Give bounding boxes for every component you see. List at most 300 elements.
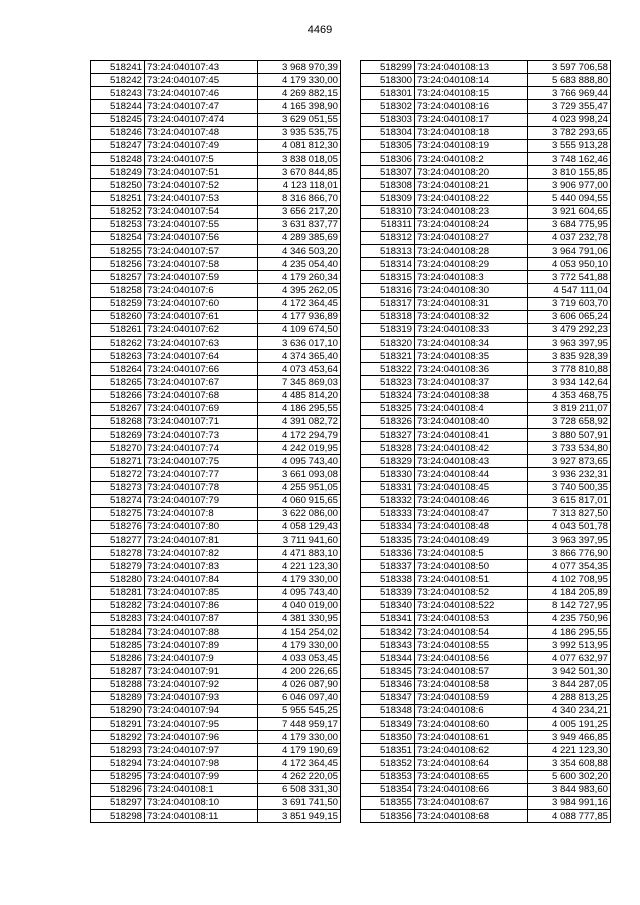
cadastral-value-cell: 4 026 087,90 bbox=[258, 678, 341, 691]
record-number-cell: 518269 bbox=[91, 428, 145, 441]
record-number-cell: 518306 bbox=[361, 152, 415, 165]
table-row bbox=[91, 336, 341, 349]
table-row bbox=[361, 534, 611, 547]
cadastral-value-cell: 5 683 888,80 bbox=[528, 74, 611, 87]
cadastral-value-cell: 3 936 232,31 bbox=[528, 468, 611, 481]
cadastral-value-cell: 3 661 093,08 bbox=[258, 468, 341, 481]
table-row bbox=[361, 113, 611, 126]
record-number-cell: 518302 bbox=[361, 100, 415, 113]
cadastral-number-cell: 73:24:040108:55 bbox=[415, 639, 528, 652]
record-number-cell: 518346 bbox=[361, 678, 415, 691]
cadastral-value-cell: 3 479 292,23 bbox=[528, 323, 611, 336]
table-row bbox=[361, 244, 611, 257]
table-row bbox=[91, 415, 341, 428]
record-number-cell: 518285 bbox=[91, 639, 145, 652]
record-number-cell: 518310 bbox=[361, 205, 415, 218]
cadastral-number-cell: 73:24:040108:30 bbox=[415, 284, 528, 297]
cadastral-value-cell: 5 955 545,25 bbox=[258, 704, 341, 717]
table-row bbox=[91, 507, 341, 520]
cadastral-value-cell: 4 391 082,72 bbox=[258, 415, 341, 428]
cadastral-value-cell: 4 262 220,05 bbox=[258, 770, 341, 783]
cadastral-number-cell: 73:24:040108:5 bbox=[415, 547, 528, 560]
table-row bbox=[91, 297, 341, 310]
table-row bbox=[361, 126, 611, 139]
table-row bbox=[91, 586, 341, 599]
cadastral-value-cell: 3 629 051,55 bbox=[258, 113, 341, 126]
cadastral-number-cell: 73:24:040108:36 bbox=[415, 363, 528, 376]
record-number-cell: 518286 bbox=[91, 652, 145, 665]
table-row bbox=[361, 757, 611, 770]
cadastral-number-cell: 73:24:040108:18 bbox=[415, 126, 528, 139]
record-number-cell: 518332 bbox=[361, 494, 415, 507]
cadastral-value-cell: 3 615 817,01 bbox=[528, 494, 611, 507]
cadastral-number-cell: 73:24:040108:16 bbox=[415, 100, 528, 113]
cadastral-number-cell: 73:24:040107:53 bbox=[145, 192, 258, 205]
cadastral-value-cell: 4 037 232,78 bbox=[528, 231, 611, 244]
record-number-cell: 518245 bbox=[91, 113, 145, 126]
cadastral-number-cell: 73:24:040107:60 bbox=[145, 297, 258, 310]
cadastral-value-cell: 4 123 118,01 bbox=[258, 179, 341, 192]
cadastral-value-cell: 4 023 998,24 bbox=[528, 113, 611, 126]
cadastral-number-cell: 73:24:040108:24 bbox=[415, 218, 528, 231]
cadastral-value-cell: 4 471 883,10 bbox=[258, 547, 341, 560]
record-number-cell: 518315 bbox=[361, 271, 415, 284]
cadastral-value-cell: 3 838 018,05 bbox=[258, 152, 341, 165]
table-row bbox=[361, 652, 611, 665]
cadastral-number-cell: 73:24:040107:89 bbox=[145, 639, 258, 652]
table-row bbox=[361, 231, 611, 244]
cadastral-value-cell: 4 235 750,96 bbox=[528, 612, 611, 625]
cadastral-number-cell: 73:24:040107:62 bbox=[145, 323, 258, 336]
cadastral-value-cell: 4 288 813,25 bbox=[528, 691, 611, 704]
cadastral-value-cell: 4 172 364,45 bbox=[258, 757, 341, 770]
table-row bbox=[361, 468, 611, 481]
cadastral-value-cell: 3 740 500,35 bbox=[528, 481, 611, 494]
table-row bbox=[361, 61, 611, 74]
table-row bbox=[91, 639, 341, 652]
table-row bbox=[361, 731, 611, 744]
table-row bbox=[361, 560, 611, 573]
record-number-cell: 518342 bbox=[361, 626, 415, 639]
cadastral-value-cell: 3 636 017,10 bbox=[258, 336, 341, 349]
cadastral-value-cell: 4 200 226,65 bbox=[258, 665, 341, 678]
record-number-cell: 518244 bbox=[91, 100, 145, 113]
table-row bbox=[91, 665, 341, 678]
record-number-cell: 518319 bbox=[361, 323, 415, 336]
cadastral-number-cell: 73:24:040107:55 bbox=[145, 218, 258, 231]
table-row bbox=[91, 744, 341, 757]
cadastral-value-cell: 4 186 295,55 bbox=[528, 626, 611, 639]
table-row bbox=[91, 126, 341, 139]
cadastral-number-cell: 73:24:040108:45 bbox=[415, 481, 528, 494]
record-number-cell: 518335 bbox=[361, 534, 415, 547]
cadastral-number-cell: 73:24:040108:52 bbox=[415, 586, 528, 599]
cadastral-value-cell: 3 968 970,39 bbox=[258, 61, 341, 74]
table-row bbox=[361, 691, 611, 704]
cadastral-number-cell: 73:24:040107:58 bbox=[145, 258, 258, 271]
cadastral-number-cell: 73:24:040107:95 bbox=[145, 718, 258, 731]
record-number-cell: 518336 bbox=[361, 547, 415, 560]
cadastral-value-cell: 4 235 054,40 bbox=[258, 258, 341, 271]
record-number-cell: 518300 bbox=[361, 74, 415, 87]
registry-table-left bbox=[90, 60, 341, 823]
cadastral-number-cell: 73:24:040107:84 bbox=[145, 573, 258, 586]
record-number-cell: 518329 bbox=[361, 455, 415, 468]
record-number-cell: 518249 bbox=[91, 166, 145, 179]
table-row bbox=[361, 494, 611, 507]
record-number-cell: 518289 bbox=[91, 691, 145, 704]
record-number-cell: 518313 bbox=[361, 244, 415, 257]
cadastral-number-cell: 73:24:040108:522 bbox=[415, 599, 528, 612]
record-number-cell: 518256 bbox=[91, 258, 145, 271]
record-number-cell: 518331 bbox=[361, 481, 415, 494]
cadastral-value-cell: 3 597 706,58 bbox=[528, 61, 611, 74]
cadastral-number-cell: 73:24:040108:27 bbox=[415, 231, 528, 244]
cadastral-value-cell: 3 711 941,60 bbox=[258, 534, 341, 547]
record-number-cell: 518278 bbox=[91, 547, 145, 560]
table-row bbox=[91, 560, 341, 573]
record-number-cell: 518284 bbox=[91, 626, 145, 639]
cadastral-value-cell: 4 077 354,35 bbox=[528, 560, 611, 573]
cadastral-number-cell: 73:24:040107:64 bbox=[145, 350, 258, 363]
cadastral-value-cell: 3 631 837,77 bbox=[258, 218, 341, 231]
cadastral-value-cell: 3 622 086,00 bbox=[258, 507, 341, 520]
cadastral-number-cell: 73:24:040107:85 bbox=[145, 586, 258, 599]
cadastral-value-cell: 4 073 453,64 bbox=[258, 363, 341, 376]
table-row bbox=[91, 152, 341, 165]
cadastral-number-cell: 73:24:040108:65 bbox=[415, 770, 528, 783]
table-row bbox=[91, 534, 341, 547]
record-number-cell: 518290 bbox=[91, 704, 145, 717]
cadastral-number-cell: 73:24:040108:31 bbox=[415, 297, 528, 310]
cadastral-value-cell: 4 547 111,04 bbox=[528, 284, 611, 297]
table-row bbox=[91, 468, 341, 481]
cadastral-number-cell: 73:24:040107:81 bbox=[145, 534, 258, 547]
cadastral-value-cell: 4 179 330,00 bbox=[258, 639, 341, 652]
record-number-cell: 518263 bbox=[91, 350, 145, 363]
cadastral-number-cell: 73:24:040108:40 bbox=[415, 415, 528, 428]
table-row bbox=[91, 74, 341, 87]
record-number-cell: 518312 bbox=[361, 231, 415, 244]
table-row bbox=[361, 665, 611, 678]
cadastral-number-cell: 73:24:040108:13 bbox=[415, 61, 528, 74]
record-number-cell: 518309 bbox=[361, 192, 415, 205]
cadastral-number-cell: 73:24:040107:87 bbox=[145, 612, 258, 625]
table-row bbox=[91, 481, 341, 494]
table-row bbox=[91, 192, 341, 205]
record-number-cell: 518294 bbox=[91, 757, 145, 770]
cadastral-number-cell: 73:24:040107:474 bbox=[145, 113, 258, 126]
cadastral-number-cell: 73:24:040107:61 bbox=[145, 310, 258, 323]
cadastral-value-cell: 4 095 743,40 bbox=[258, 455, 341, 468]
cadastral-value-cell: 4 269 882,15 bbox=[258, 87, 341, 100]
table-row bbox=[361, 639, 611, 652]
cadastral-number-cell: 73:24:040108:19 bbox=[415, 139, 528, 152]
record-number-cell: 518339 bbox=[361, 586, 415, 599]
record-number-cell: 518295 bbox=[91, 770, 145, 783]
record-number-cell: 518303 bbox=[361, 113, 415, 126]
table-row bbox=[361, 87, 611, 100]
table-row bbox=[361, 376, 611, 389]
table-row bbox=[361, 428, 611, 441]
cadastral-number-cell: 73:24:040107:91 bbox=[145, 665, 258, 678]
cadastral-value-cell: 4 186 295,55 bbox=[258, 402, 341, 415]
table-row bbox=[91, 113, 341, 126]
cadastral-number-cell: 73:24:040108:44 bbox=[415, 468, 528, 481]
cadastral-value-cell: 7 345 869,03 bbox=[258, 376, 341, 389]
cadastral-value-cell: 3 934 142,64 bbox=[528, 376, 611, 389]
record-number-cell: 518277 bbox=[91, 534, 145, 547]
record-number-cell: 518259 bbox=[91, 297, 145, 310]
cadastral-value-cell: 4 102 708,95 bbox=[528, 573, 611, 586]
cadastral-value-cell: 3 851 949,15 bbox=[258, 810, 341, 823]
table-row bbox=[361, 573, 611, 586]
cadastral-number-cell: 73:24:040108:59 bbox=[415, 691, 528, 704]
cadastral-number-cell: 73:24:040107:9 bbox=[145, 652, 258, 665]
cadastral-value-cell: 4 081 812,30 bbox=[258, 139, 341, 152]
cadastral-value-cell: 3 949 466,85 bbox=[528, 731, 611, 744]
cadastral-value-cell: 3 670 844,85 bbox=[258, 166, 341, 179]
cadastral-number-cell: 73:24:040107:92 bbox=[145, 678, 258, 691]
table-row bbox=[91, 323, 341, 336]
table-row bbox=[91, 87, 341, 100]
table-row bbox=[361, 599, 611, 612]
table-row bbox=[91, 520, 341, 533]
cadastral-value-cell: 3 906 977,00 bbox=[528, 179, 611, 192]
cadastral-number-cell: 73:24:040108:34 bbox=[415, 336, 528, 349]
cadastral-value-cell: 4 172 294,79 bbox=[258, 428, 341, 441]
table-row bbox=[361, 152, 611, 165]
cadastral-number-cell: 73:24:040108:37 bbox=[415, 376, 528, 389]
cadastral-number-cell: 73:24:040108:32 bbox=[415, 310, 528, 323]
cadastral-value-cell: 3 963 397,95 bbox=[528, 336, 611, 349]
record-number-cell: 518248 bbox=[91, 152, 145, 165]
cadastral-number-cell: 73:24:040108:14 bbox=[415, 74, 528, 87]
table-row bbox=[91, 494, 341, 507]
record-number-cell: 518341 bbox=[361, 612, 415, 625]
table-row bbox=[91, 205, 341, 218]
table-row bbox=[361, 284, 611, 297]
table-row bbox=[91, 573, 341, 586]
cadastral-number-cell: 73:24:040108:11 bbox=[145, 810, 258, 823]
cadastral-value-cell: 4 374 365,40 bbox=[258, 350, 341, 363]
cadastral-value-cell: 3 819 211,07 bbox=[528, 402, 611, 415]
cadastral-number-cell: 73:24:040107:94 bbox=[145, 704, 258, 717]
cadastral-value-cell: 3 942 501,30 bbox=[528, 665, 611, 678]
record-number-cell: 518282 bbox=[91, 599, 145, 612]
cadastral-value-cell: 4 005 191,25 bbox=[528, 718, 611, 731]
cadastral-number-cell: 73:24:040107:80 bbox=[145, 520, 258, 533]
cadastral-number-cell: 73:24:040108:23 bbox=[415, 205, 528, 218]
cadastral-value-cell: 6 508 331,30 bbox=[258, 783, 341, 796]
cadastral-number-cell: 73:24:040108:33 bbox=[415, 323, 528, 336]
cadastral-value-cell: 4 179 260,34 bbox=[258, 271, 341, 284]
cadastral-value-cell: 4 255 951,05 bbox=[258, 481, 341, 494]
cadastral-value-cell: 3 782 293,65 bbox=[528, 126, 611, 139]
record-number-cell: 518276 bbox=[91, 520, 145, 533]
cadastral-value-cell: 3 992 513,95 bbox=[528, 639, 611, 652]
record-number-cell: 518350 bbox=[361, 731, 415, 744]
cadastral-value-cell: 4 353 468,75 bbox=[528, 389, 611, 402]
record-number-cell: 518308 bbox=[361, 179, 415, 192]
record-number-cell: 518311 bbox=[361, 218, 415, 231]
record-number-cell: 518262 bbox=[91, 336, 145, 349]
cadastral-number-cell: 73:24:040107:96 bbox=[145, 731, 258, 744]
table-row bbox=[91, 363, 341, 376]
cadastral-number-cell: 73:24:040108:3 bbox=[415, 271, 528, 284]
cadastral-value-cell: 4 485 814,20 bbox=[258, 389, 341, 402]
cadastral-value-cell: 3 733 534,80 bbox=[528, 442, 611, 455]
cadastral-value-cell: 3 963 397,95 bbox=[528, 534, 611, 547]
cadastral-number-cell: 73:24:040107:6 bbox=[145, 284, 258, 297]
cadastral-number-cell: 73:24:040107:99 bbox=[145, 770, 258, 783]
cadastral-value-cell: 3 921 604,65 bbox=[528, 205, 611, 218]
table-row bbox=[91, 244, 341, 257]
table-row bbox=[91, 547, 341, 560]
cadastral-value-cell: 3 684 775,95 bbox=[528, 218, 611, 231]
cadastral-value-cell: 5 600 302,20 bbox=[528, 770, 611, 783]
record-number-cell: 518352 bbox=[361, 757, 415, 770]
cadastral-value-cell: 3 964 791,06 bbox=[528, 244, 611, 257]
table-row bbox=[361, 796, 611, 809]
cadastral-value-cell: 4 340 234,21 bbox=[528, 704, 611, 717]
cadastral-number-cell: 73:24:040107:66 bbox=[145, 363, 258, 376]
record-number-cell: 518255 bbox=[91, 244, 145, 257]
table-row bbox=[91, 810, 341, 823]
cadastral-value-cell: 4 179 330,00 bbox=[258, 573, 341, 586]
cadastral-value-cell: 3 555 913,28 bbox=[528, 139, 611, 152]
cadastral-value-cell: 4 077 632,97 bbox=[528, 652, 611, 665]
record-number-cell: 518296 bbox=[91, 783, 145, 796]
record-number-cell: 518305 bbox=[361, 139, 415, 152]
cadastral-value-cell: 4 179 190,69 bbox=[258, 744, 341, 757]
record-number-cell: 518293 bbox=[91, 744, 145, 757]
page-number: 4469 bbox=[307, 24, 333, 36]
table-row bbox=[361, 520, 611, 533]
cadastral-value-cell: 3 728 658,92 bbox=[528, 415, 611, 428]
cadastral-number-cell: 73:24:040108:38 bbox=[415, 389, 528, 402]
record-number-cell: 518333 bbox=[361, 507, 415, 520]
cadastral-value-cell: 4 053 950,10 bbox=[528, 258, 611, 271]
table-row bbox=[361, 442, 611, 455]
record-number-cell: 518356 bbox=[361, 810, 415, 823]
table-row bbox=[361, 415, 611, 428]
table-row bbox=[361, 323, 611, 336]
cadastral-value-cell: 3 880 507,91 bbox=[528, 428, 611, 441]
record-number-cell: 518353 bbox=[361, 770, 415, 783]
cadastral-number-cell: 73:24:040107:48 bbox=[145, 126, 258, 139]
table-row bbox=[91, 376, 341, 389]
cadastral-value-cell: 3 656 217,20 bbox=[258, 205, 341, 218]
table-row bbox=[361, 507, 611, 520]
cadastral-number-cell: 73:24:040107:56 bbox=[145, 231, 258, 244]
table-row bbox=[361, 297, 611, 310]
cadastral-value-cell: 3 810 155,85 bbox=[528, 166, 611, 179]
cadastral-number-cell: 73:24:040108:48 bbox=[415, 520, 528, 533]
record-number-cell: 518299 bbox=[361, 61, 415, 74]
record-number-cell: 518343 bbox=[361, 639, 415, 652]
record-number-cell: 518275 bbox=[91, 507, 145, 520]
cadastral-number-cell: 73:24:040108:51 bbox=[415, 573, 528, 586]
table-row bbox=[91, 166, 341, 179]
cadastral-value-cell: 3 719 603,70 bbox=[528, 297, 611, 310]
cadastral-number-cell: 73:24:040107:98 bbox=[145, 757, 258, 770]
cadastral-number-cell: 73:24:040108:68 bbox=[415, 810, 528, 823]
table-row bbox=[91, 704, 341, 717]
record-number-cell: 518340 bbox=[361, 599, 415, 612]
record-number-cell: 518338 bbox=[361, 573, 415, 586]
record-number-cell: 518271 bbox=[91, 455, 145, 468]
cadastral-number-cell: 73:24:040108:35 bbox=[415, 350, 528, 363]
record-number-cell: 518316 bbox=[361, 284, 415, 297]
cadastral-value-cell: 4 395 262,05 bbox=[258, 284, 341, 297]
table-row bbox=[361, 336, 611, 349]
table-row bbox=[91, 231, 341, 244]
table-row bbox=[91, 218, 341, 231]
table-row bbox=[361, 218, 611, 231]
record-number-cell: 518322 bbox=[361, 363, 415, 376]
cadastral-number-cell: 73:24:040108:21 bbox=[415, 179, 528, 192]
cadastral-value-cell: 7 313 827,50 bbox=[528, 507, 611, 520]
cadastral-value-cell: 4 088 777,85 bbox=[528, 810, 611, 823]
cadastral-number-cell: 73:24:040107:88 bbox=[145, 626, 258, 639]
record-number-cell: 518272 bbox=[91, 468, 145, 481]
cadastral-value-cell: 5 440 094,55 bbox=[528, 192, 611, 205]
cadastral-value-cell: 4 346 503,20 bbox=[258, 244, 341, 257]
table-row bbox=[91, 770, 341, 783]
cadastral-value-cell: 3 691 741,50 bbox=[258, 796, 341, 809]
cadastral-number-cell: 73:24:040107:45 bbox=[145, 74, 258, 87]
table-row bbox=[361, 139, 611, 152]
cadastral-number-cell: 73:24:040108:4 bbox=[415, 402, 528, 415]
record-number-cell: 518266 bbox=[91, 389, 145, 402]
cadastral-value-cell: 4 242 019,95 bbox=[258, 442, 341, 455]
table-row bbox=[91, 350, 341, 363]
table-row bbox=[361, 718, 611, 731]
cadastral-value-cell: 4 060 915,65 bbox=[258, 494, 341, 507]
record-number-cell: 518281 bbox=[91, 586, 145, 599]
cadastral-value-cell: 4 179 330,00 bbox=[258, 74, 341, 87]
cadastral-number-cell: 73:24:040107:73 bbox=[145, 428, 258, 441]
record-number-cell: 518347 bbox=[361, 691, 415, 704]
cadastral-number-cell: 73:24:040108:58 bbox=[415, 678, 528, 691]
record-number-cell: 518258 bbox=[91, 284, 145, 297]
cadastral-number-cell: 73:24:040107:49 bbox=[145, 139, 258, 152]
table-row bbox=[91, 796, 341, 809]
cadastral-number-cell: 73:24:040107:97 bbox=[145, 744, 258, 757]
table-row bbox=[91, 100, 341, 113]
table-row bbox=[361, 547, 611, 560]
cadastral-number-cell: 73:24:040107:67 bbox=[145, 376, 258, 389]
cadastral-number-cell: 73:24:040108:61 bbox=[415, 731, 528, 744]
cadastral-value-cell: 3 935 535,75 bbox=[258, 126, 341, 139]
record-number-cell: 518250 bbox=[91, 179, 145, 192]
cadastral-value-cell: 3 844 983,60 bbox=[528, 783, 611, 796]
table-row bbox=[361, 770, 611, 783]
cadastral-number-cell: 73:24:040108:64 bbox=[415, 757, 528, 770]
cadastral-number-cell: 73:24:040107:57 bbox=[145, 244, 258, 257]
table-row bbox=[361, 205, 611, 218]
cadastral-value-cell: 4 040 019,00 bbox=[258, 599, 341, 612]
record-number-cell: 518304 bbox=[361, 126, 415, 139]
cadastral-number-cell: 73:24:040108:42 bbox=[415, 442, 528, 455]
cadastral-value-cell: 4 095 743,40 bbox=[258, 586, 341, 599]
cadastral-number-cell: 73:24:040108:43 bbox=[415, 455, 528, 468]
cadastral-value-cell: 3 844 287,05 bbox=[528, 678, 611, 691]
record-number-cell: 518307 bbox=[361, 166, 415, 179]
cadastral-number-cell: 73:24:040108:57 bbox=[415, 665, 528, 678]
table-row bbox=[91, 402, 341, 415]
